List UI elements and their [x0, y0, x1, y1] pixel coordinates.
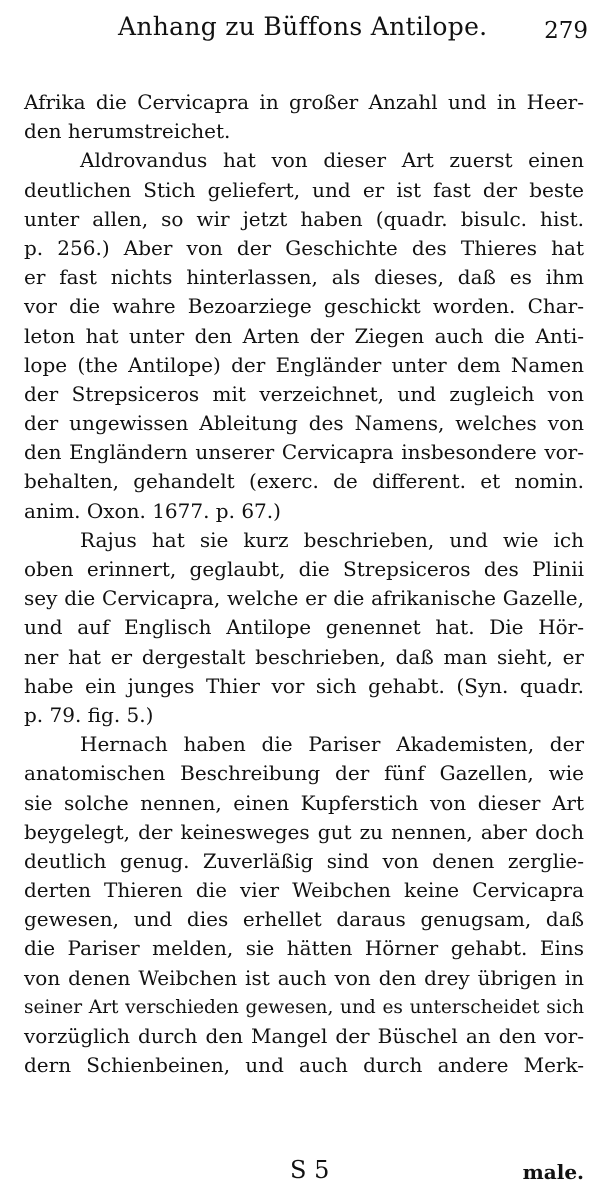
text-line: er fast nichts hinterlassen, als dieses, daß es ihm — [24, 265, 584, 290]
paragraph-start-line: Rajus hat sie kurz beschrieben, und wie ich — [80, 527, 584, 552]
signature-mark: S 5 — [290, 1156, 330, 1184]
text-line: p. 256.) Aber von der Geschichte des Thieres hat — [24, 235, 584, 260]
text-line: von denen Weibchen ist auch von den drey übrigen in — [24, 965, 584, 990]
paragraph-start-line: Hernach haben die Pariser Akademisten, der — [80, 732, 584, 757]
text-line: vorzüglich durch den Mangel der Büschel an den vor- — [24, 1024, 584, 1048]
text-line: deutlichen Stich geliefert, und er ist fast der beste — [24, 177, 584, 202]
text-line: oben erinnert, geglaubt, die Strepsiceros des Plinii — [24, 557, 584, 581]
text-line: vor die wahre Bezoarziege geschickt worden. Char- — [24, 294, 584, 319]
text-line: die Pariser melden, sie hätten Hörner gehabt. Eins — [24, 936, 584, 961]
text-line: habe ein junges Thier vor sich gehabt. (Syn. quadr. — [24, 673, 584, 698]
text-line: den herumstreichet. — [24, 119, 231, 144]
text-line: der ungewissen Ableitung des Namens, welches von — [24, 411, 584, 436]
text-line: den Engländern unserer Cervicapra insbesondere vor- — [24, 440, 584, 465]
text-line: leton hat unter den Arten der Ziegen auch die Anti- — [24, 323, 584, 348]
text-line: lope (the Antilope) der Engländer unter dem Namen — [24, 352, 584, 377]
text-line: anatomischen Beschreibung der fünf Gazellen, wie — [24, 761, 584, 786]
text-line: Afrika die Cervicapra in großer Anzahl und in Heer- — [24, 90, 584, 114]
text-line: deutlich genug. Zuverläßig sind von denen zerglie- — [24, 848, 584, 873]
text-line: und auf Englisch Antilope genennet hat. Die Hör- — [24, 615, 584, 640]
text-line: p. 79. fig. 5.) — [24, 702, 154, 727]
catchword: male. — [522, 1160, 584, 1184]
running-title: Anhang zu Büffons Antilope. — [118, 12, 488, 41]
page-header — [0, 2, 606, 62]
text-line: derten Thieren die vier Weibchen keine Cervicapra — [24, 878, 584, 903]
text-line: gewesen, und dies erhellet daraus genugsam, daß — [24, 907, 584, 932]
text-line: ner hat er dergestalt beschrieben, daß man sieht, er — [24, 644, 584, 669]
paragraph-start-line: Aldrovandus hat von dieser Art zuerst einen — [80, 148, 584, 173]
text-line: sey die Cervicapra, welche er die afrikanische Gazelle, — [24, 586, 584, 611]
text-line: dern Schienbeinen, und auch durch andere Merk- — [24, 1053, 584, 1078]
body-text — [24, 88, 584, 1080]
page-number: 279 — [544, 18, 588, 44]
text-line: unter allen, so wir jetzt haben (quadr. bisulc. hist. — [24, 206, 584, 231]
text-line: anim. Oxon. 1677. p. 67.) — [24, 498, 281, 523]
text-line: behalten, gehandelt (exerc. de different. et nomin. — [24, 469, 584, 494]
text-line: sie solche nennen, einen Kupferstich von dieser Art — [24, 790, 584, 815]
text-line: der Strepsiceros mit verzeichnet, und zugleich von — [24, 381, 584, 406]
text-line: seiner Art verschieden gewesen, und es unterscheidet sich — [24, 996, 584, 1018]
text-line: beygelegt, der keinesweges gut zu nennen, aber doch — [24, 819, 584, 844]
page-footer — [0, 1150, 606, 1194]
